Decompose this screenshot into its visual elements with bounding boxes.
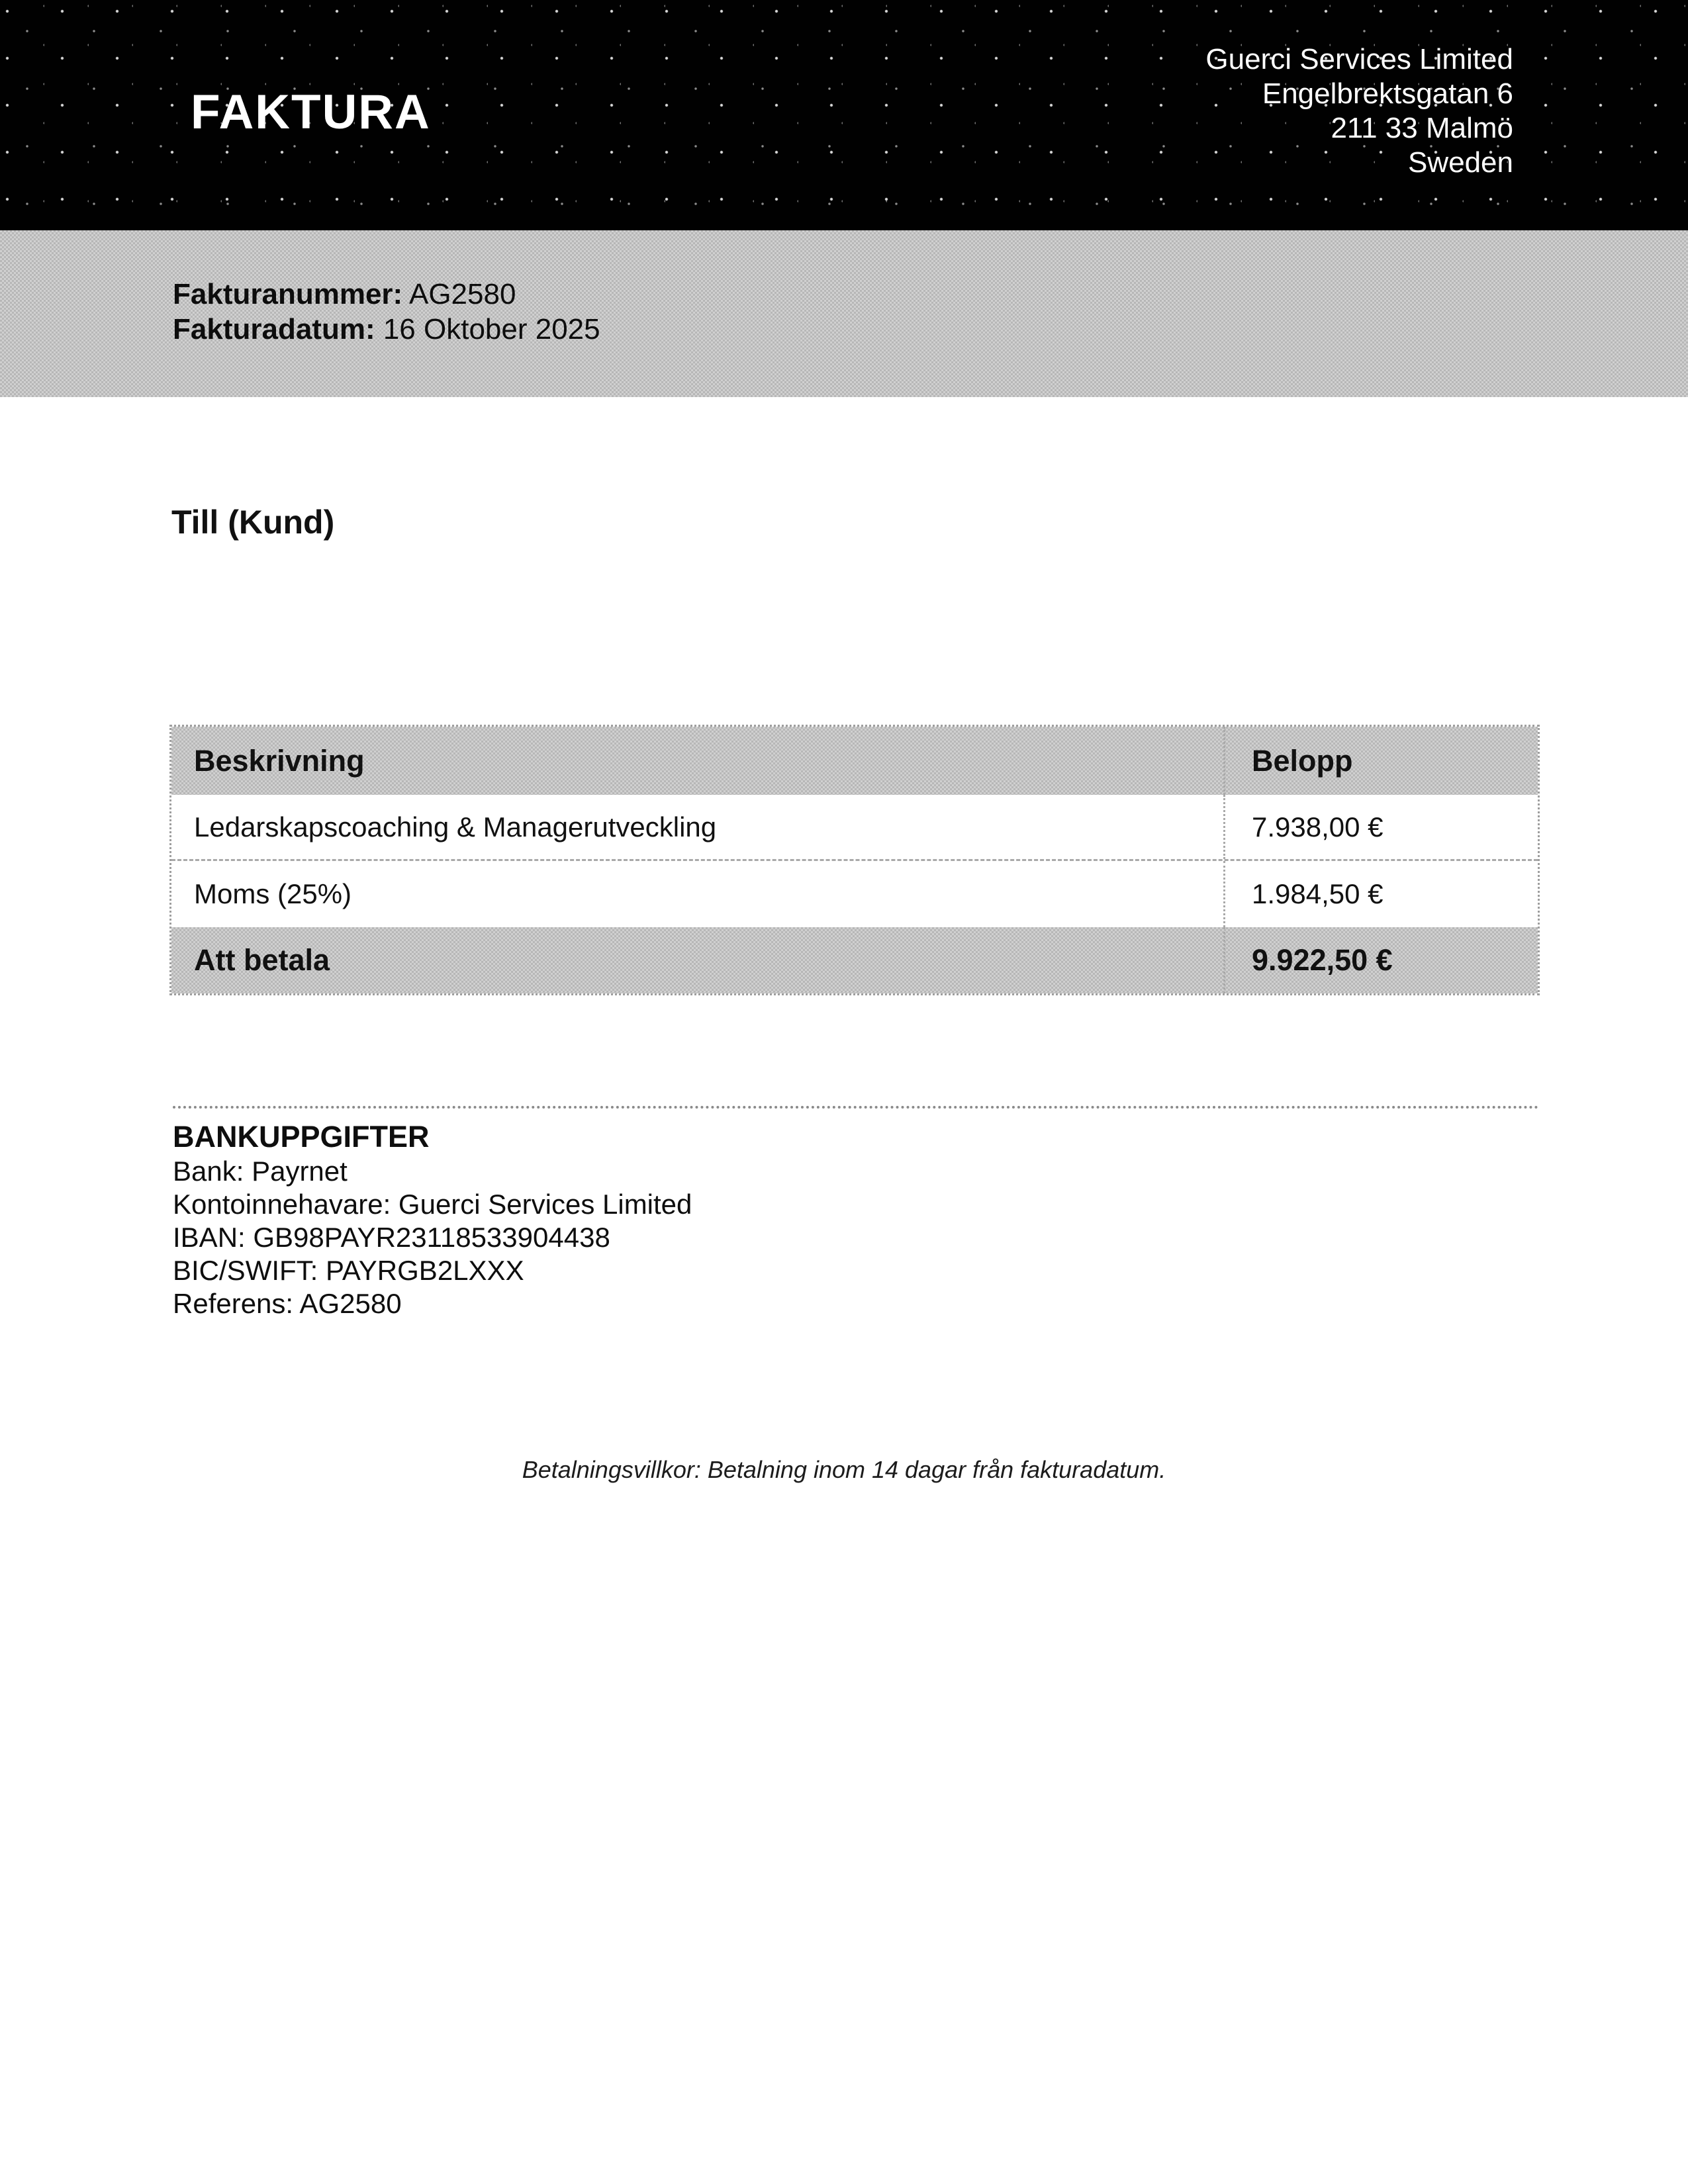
iban-line: IBAN: GB98PAYR23118533904438 <box>173 1222 610 1253</box>
bank-name-line: Bank: Payrnet <box>173 1156 348 1187</box>
sender-country: Sweden <box>1407 146 1513 179</box>
row-amount: 1.984,50 € <box>1223 861 1538 927</box>
row-amount: 7.938,00 € <box>1223 795 1538 859</box>
invoice-number-label: Fakturanummer: <box>173 278 403 310</box>
invoice-date-label: Fakturadatum: <box>173 313 375 345</box>
col-header-amount: Belopp <box>1223 727 1538 795</box>
table-row <box>171 861 1538 927</box>
invoice-date-value: 16 Oktober 2025 <box>383 313 600 345</box>
sender-postal-city: 211 33 Malmö <box>1331 112 1513 144</box>
row-description: Moms (25%) <box>194 878 352 909</box>
invoice-date-row <box>173 312 600 347</box>
total-amount: 9.922,50 € <box>1223 927 1538 993</box>
invoice-meta-band <box>0 230 1688 397</box>
reference-line: Referens: AG2580 <box>173 1288 402 1319</box>
payment-terms: Betalningsvillkor: Betalning inom 14 dagar från fakturadatum. <box>522 1456 1166 1483</box>
invoice-meta <box>173 277 600 347</box>
invoice-number-value: AG2580 <box>408 278 516 310</box>
invoice-number-row <box>173 277 600 312</box>
col-header-description: Beskrivning <box>194 743 365 778</box>
sender-street: Engelbrektsgatan 6 <box>1262 77 1513 110</box>
invoice-title: FAKTURA <box>191 85 431 139</box>
bank-section-divider <box>173 1106 1539 1109</box>
account-holder-line: Kontoinnehavare: Guerci Services Limited <box>173 1189 692 1220</box>
table-row <box>171 795 1538 861</box>
bank-details <box>173 1118 692 1320</box>
row-description: Ledarskapscoaching & Managerutveckling <box>194 811 717 842</box>
bic-swift-line: BIC/SWIFT: PAYRGB2LXXX <box>173 1255 524 1286</box>
total-label: Att betala <box>194 943 330 977</box>
table-total-row <box>171 927 1538 993</box>
bank-heading: BANKUPPGIFTER <box>173 1120 430 1154</box>
recipient-heading: Till (Kund) <box>171 504 335 541</box>
letterhead-band <box>0 0 1688 230</box>
items-table <box>169 725 1540 995</box>
sender-address <box>1205 42 1513 180</box>
table-header-row <box>171 727 1538 795</box>
sender-name: Guerci Services Limited <box>1205 43 1513 75</box>
